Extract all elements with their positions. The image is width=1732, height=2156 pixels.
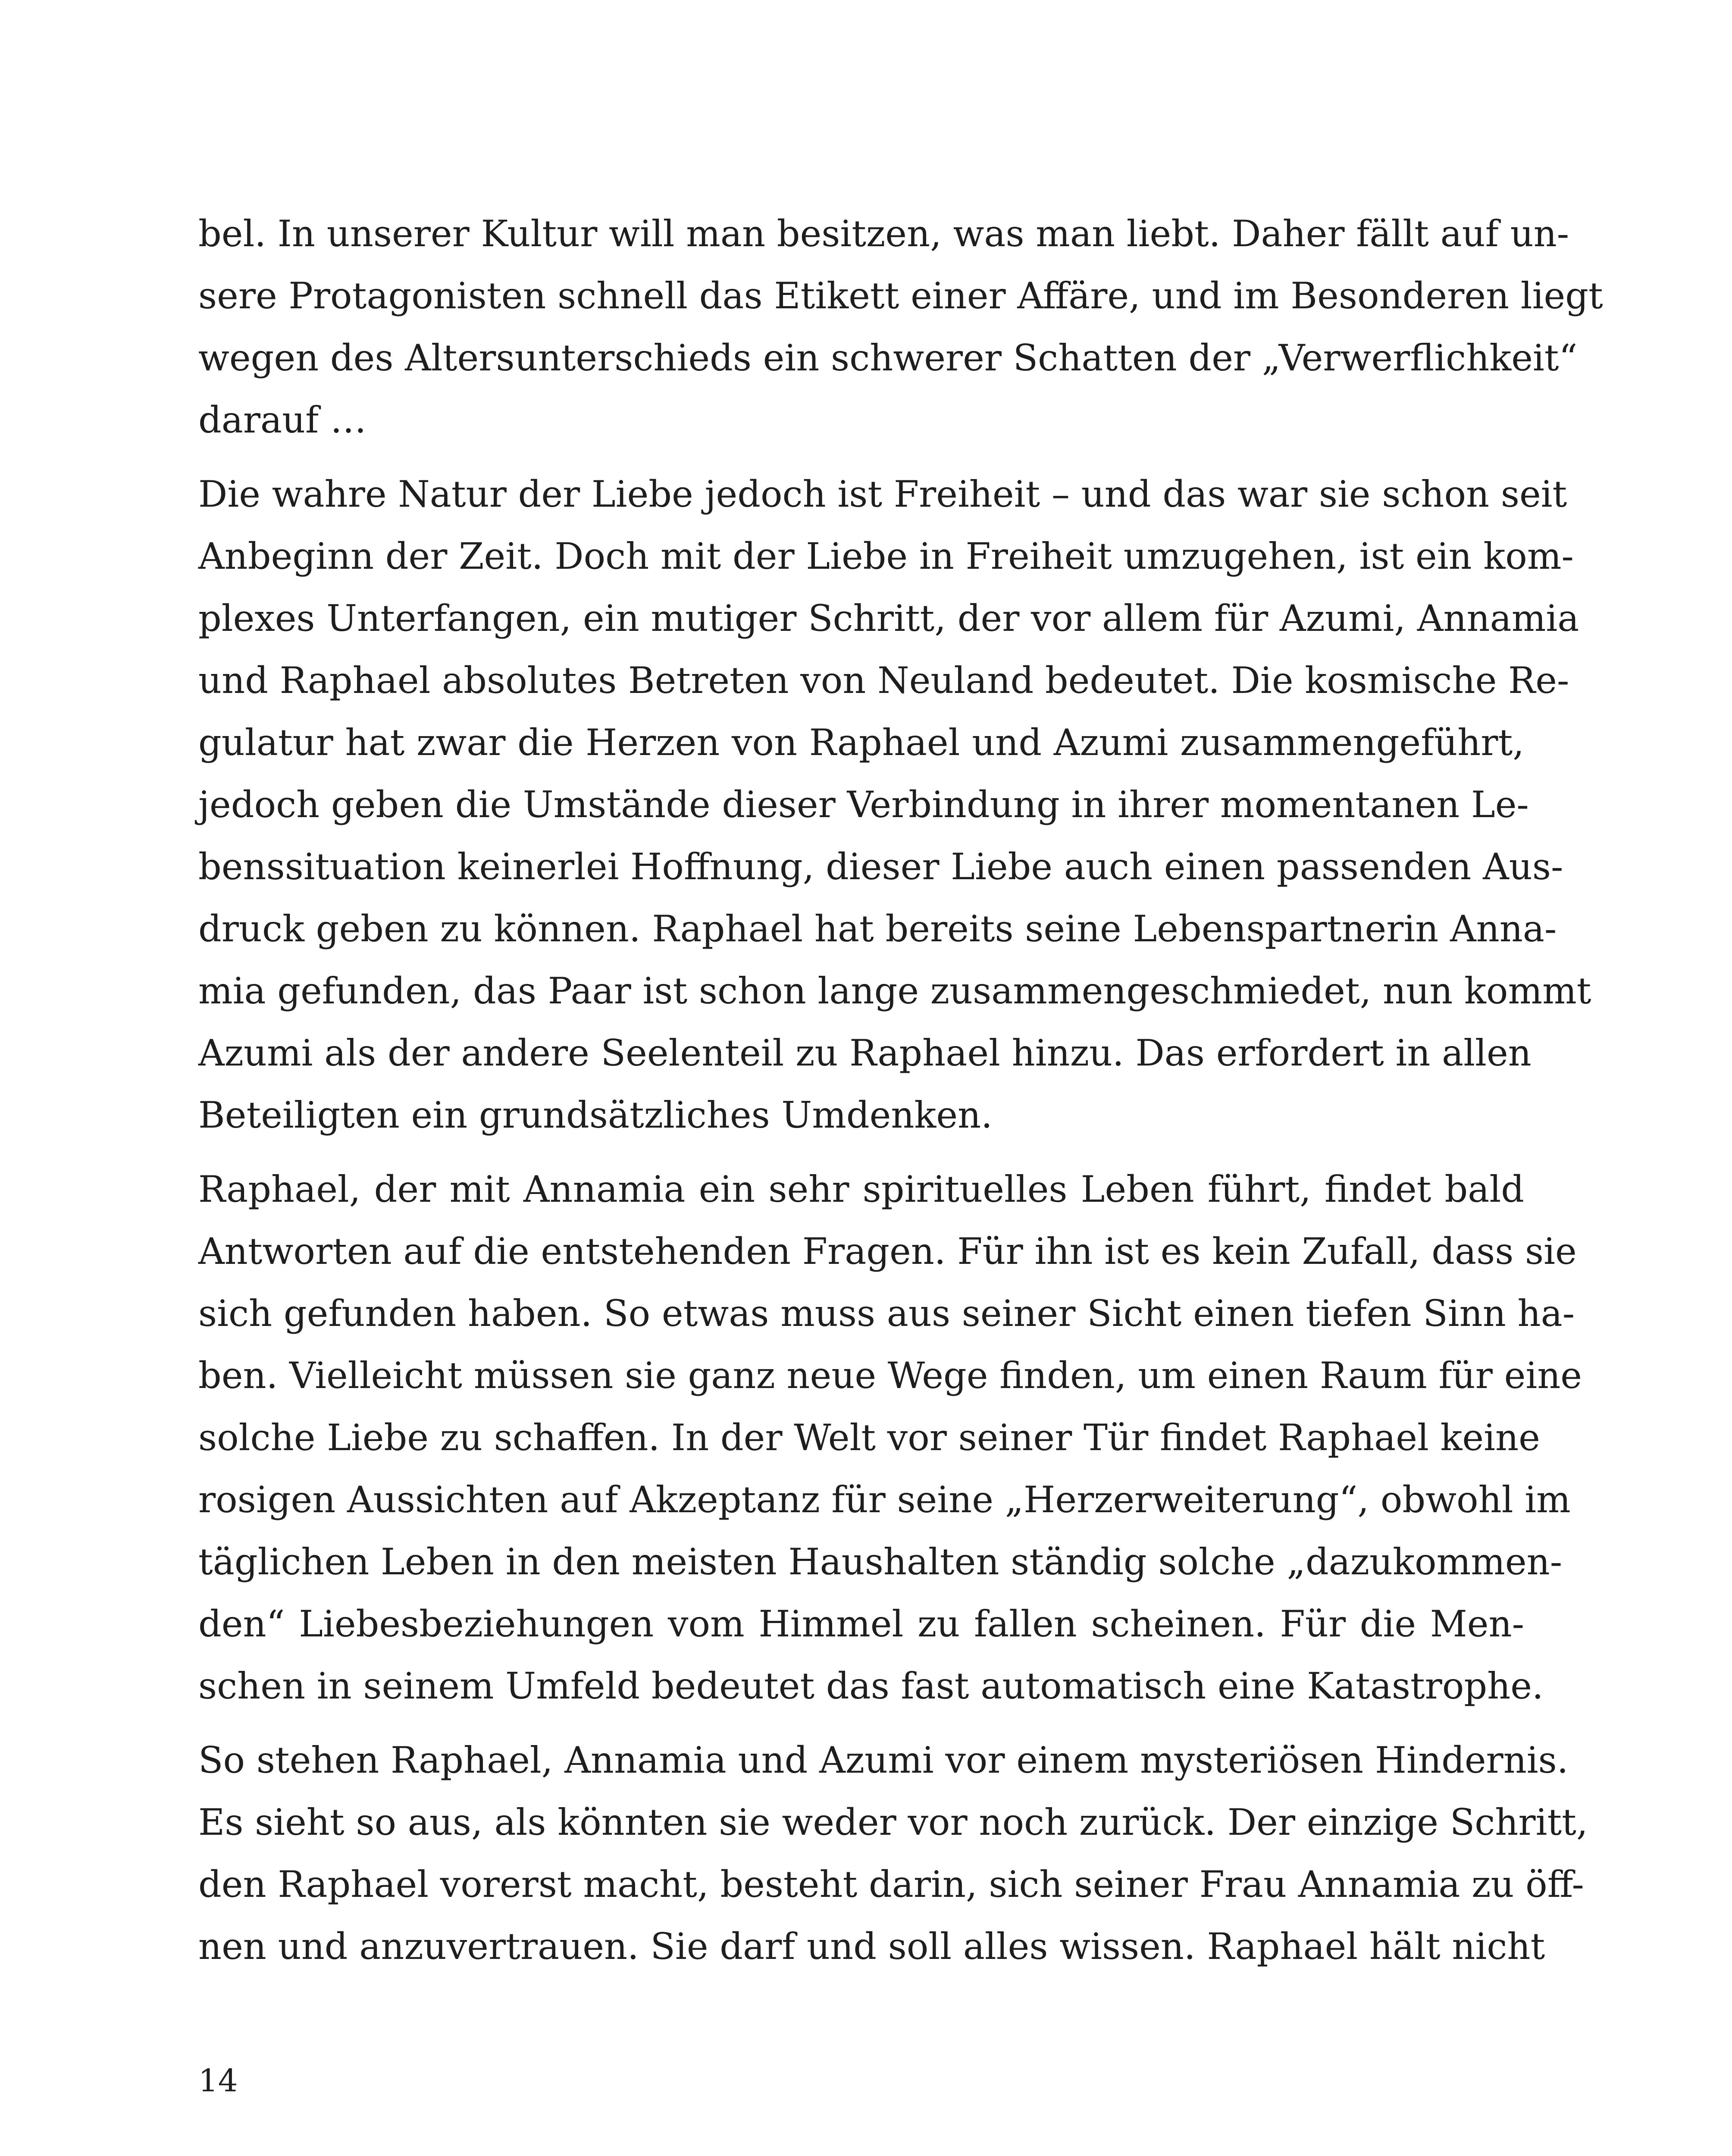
text-line: Es sieht so aus, als könnten sie weder vor noch zurück. Der einzige Schritt, xyxy=(198,1801,1588,1843)
text-line: plexes Unterfangen, ein mutiger Schritt, der vor allem für Azumi, Annamia xyxy=(198,597,1579,639)
text-line: druck geben zu können. Raphael hat bereits seine Lebenspartnerin Anna- xyxy=(198,908,1557,950)
text-line: jedoch geben die Umstände dieser Verbindung in ihrer momentanen Le- xyxy=(198,783,1529,826)
text-line: Beteiligten ein grundsätzliches Umdenken. xyxy=(198,1094,993,1136)
text-line: sich gefunden haben. So etwas muss aus seiner Sicht einen tiefen Sinn ha- xyxy=(198,1292,1575,1335)
text-line: nen und anzuvertrauen. Sie darf und soll alles wissen. Raphael hält nicht xyxy=(198,1925,1545,1968)
text-line: Anbeginn der Zeit. Doch mit der Liebe in Freiheit umzugehen, ist ein kom- xyxy=(198,535,1574,577)
paragraph-1 xyxy=(198,203,1603,451)
paragraph-2 xyxy=(198,463,1591,1146)
text-line: den“ Liebesbeziehungen vom Himmel zu fallen scheinen. Für die Men- xyxy=(198,1603,1524,1645)
text-line: Azumi als der andere Seelenteil zu Raphael hinzu. Das erfordert in allen xyxy=(198,1032,1532,1074)
text-line: rosigen Aussichten auf Akzeptanz für seine „Herzerweiterung“, obwohl im xyxy=(198,1479,1571,1521)
text-line: den Raphael vorerst macht, besteht darin, sich seiner Frau Annamia zu öff- xyxy=(198,1863,1584,1905)
paragraph-3 xyxy=(198,1158,1582,1717)
text-line: solche Liebe zu schaffen. In der Welt vor seiner Tür findet Raphael keine xyxy=(198,1416,1540,1459)
text-line: bel. In unserer Kultur will man besitzen, was man liebt. Daher fällt auf un- xyxy=(198,213,1569,255)
text-line: und Raphael absolutes Betreten von Neuland bedeutet. Die kosmische Re- xyxy=(198,659,1569,702)
paragraph-4 xyxy=(198,1729,1588,1977)
text-line: darauf … xyxy=(198,399,366,441)
text-line: benssituation keinerlei Hoffnung, dieser Liebe auch einen passenden Aus- xyxy=(198,846,1563,888)
text-line: Die wahre Natur der Liebe jedoch ist Freiheit – und das war sie schon seit xyxy=(198,473,1567,515)
text-line: ben. Vielleicht müssen sie ganz neue Wege finden, um einen Raum für eine xyxy=(198,1354,1582,1397)
text-line: wegen des Altersunterschieds ein schwerer Schatten der „Verwerflichkeit“ xyxy=(198,337,1578,379)
text-line: sere Protagonisten schnell das Etikett einer Affäre, und im Besonderen liegt xyxy=(198,275,1603,317)
page-number: 14 xyxy=(198,2062,238,2099)
text-line: Raphael, der mit Annamia ein sehr spirituelles Leben führt, findet bald xyxy=(198,1168,1524,1210)
text-line: mia gefunden, das Paar ist schon lange zusammengeschmiedet, nun kommt xyxy=(198,970,1591,1012)
text-line: gulatur hat zwar die Herzen von Raphael und Azumi zusammengeführt, xyxy=(198,721,1524,764)
body-text xyxy=(198,203,1603,1990)
text-line: täglichen Leben in den meisten Haushalten ständig solche „dazukommen- xyxy=(198,1541,1563,1583)
text-line: Antworten auf die entstehenden Fragen. Für ihn ist es kein Zufall, dass sie xyxy=(198,1230,1577,1272)
text-line: schen in seinem Umfeld bedeutet das fast automatisch eine Katastrophe. xyxy=(198,1665,1544,1707)
text-line: So stehen Raphael, Annamia und Azumi vor einem mysteriösen Hindernis. xyxy=(198,1739,1569,1781)
